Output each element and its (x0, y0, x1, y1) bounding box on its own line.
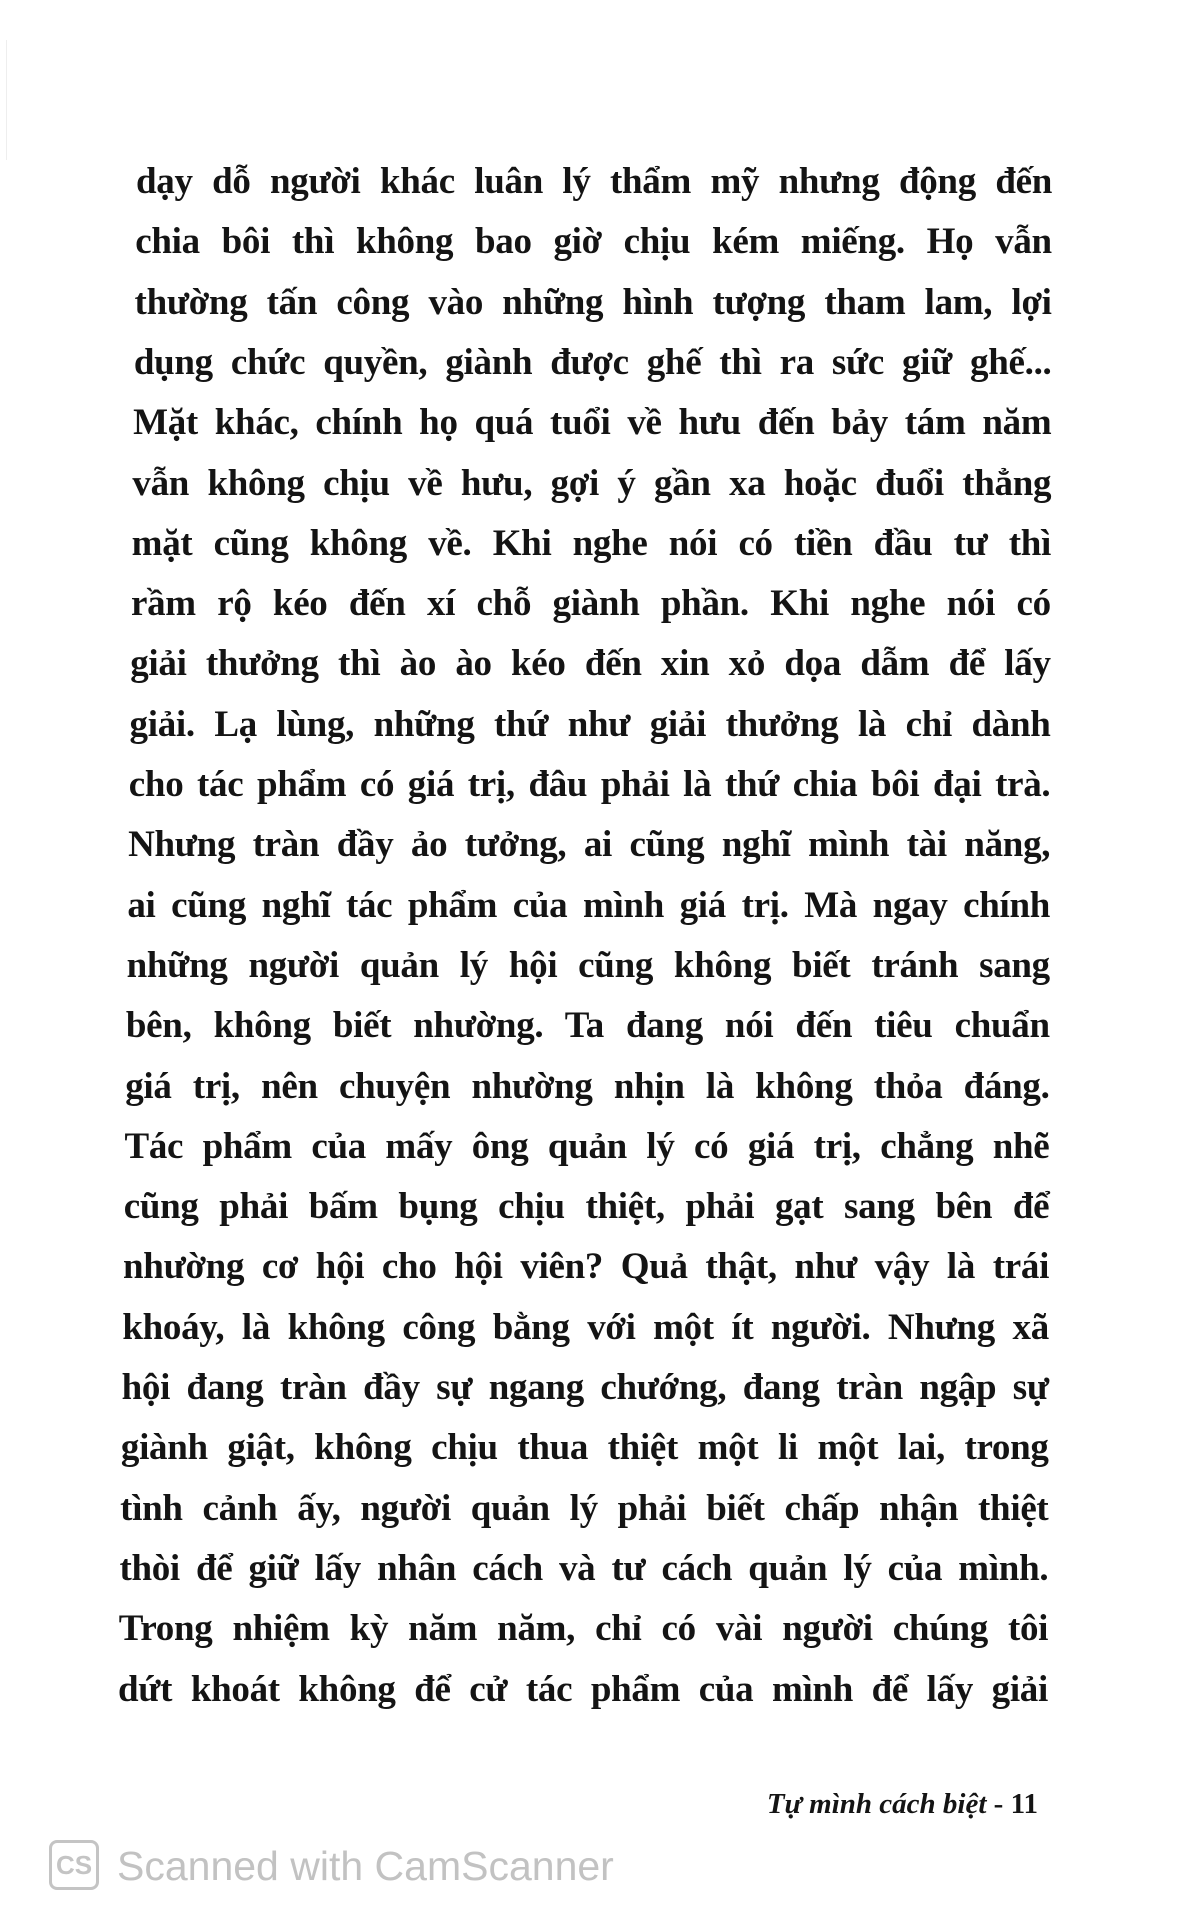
text-line: cho tác phẩm có giá trị, đâu phải là thứ chia bôi đại trà. (128, 764, 1051, 805)
text-line: Trong nhiệm kỳ năm năm, chỉ có vài người chúng tôi (118, 1608, 1049, 1650)
text-line: dụng chức quyền, giành được ghế thì ra sức giữ ghế... (133, 341, 1052, 383)
text-line: mặt cũng không về. Khi nghe nói có tiền đầu tư thì (131, 522, 1052, 564)
text-line: dứt khoát không để cử tác phẩm của mình để lấy giải (118, 1668, 1048, 1710)
text-line: giải. Lạ lùng, những thứ như giải thưởng là chỉ dành (129, 703, 1051, 745)
page-edge-mark (6, 40, 7, 160)
text-line: chia bôi thì không bao giờ chịu kém miếng. Họ vẫn (135, 221, 1052, 263)
page-number: 11 (1010, 1788, 1038, 1820)
running-title: Tự mình cách biệt (766, 1788, 987, 1820)
text-line: giải thưởng thì ào ào kéo đến xin xỏ dọa dẫm để lấy (130, 643, 1051, 685)
text-line: nhường cơ hội cho hội viên? Quả thật, như vậy là trái (123, 1246, 1050, 1288)
text-line: vẫn không chịu về hưu, gợi ý gần xa hoặc đuổi thẳng (132, 462, 1052, 504)
text-line: giá trị, nên chuyện nhường nhịn là không thỏa đáng. (125, 1065, 1050, 1107)
text-line: những người quản lý hội cũng không biết tránh sang (126, 944, 1050, 986)
text-line: bên, không biết nhường. Ta đang nói đến tiêu chuẩn (125, 1005, 1050, 1047)
text-line: tình cảnh ấy, người quản lý phải biết chấp nhận thiệt (120, 1487, 1049, 1529)
text-line: ai cũng nghĩ tác phẩm của mình giá trị. Mà ngay chính (127, 884, 1051, 926)
text-line: Mặt khác, chính họ quá tuổi về hưu đến bảy tám năm (133, 402, 1052, 444)
text-line: thường tấn công vào những hình tượng tham lam, lợi (134, 281, 1052, 323)
text-line: Tác phẩm của mấy ông quản lý có giá trị, chẳng nhẽ (124, 1125, 1050, 1167)
text-line: dạy dỗ người khác luân lý thẩm mỹ nhưng động đến (136, 161, 1052, 202)
text-line: hội đang tràn đầy sự ngang chướng, đang tràn ngập sự (121, 1367, 1049, 1408)
text-line: khoáy, là không công bằng với một ít người. Nhưng xã (122, 1306, 1049, 1348)
page-footer (767, 1788, 1038, 1821)
text-line: Nhưng tràn đầy ảo tưởng, ai cũng nghĩ mình tài năng, (128, 824, 1051, 866)
text-line: rầm rộ kéo đến xí chỗ giành phần. Khi nghe nói có (130, 583, 1051, 625)
camscanner-watermark: Scanned with CamScanner (117, 1843, 614, 1889)
text-line: giành giật, không chịu thua thiệt một li một lai, trong (120, 1427, 1049, 1469)
text-line: thòi để giữ lấy nhân cách và tư cách quản lý của mình. (119, 1547, 1049, 1589)
text-line: cũng phải bấm bụng chịu thiệt, phải gạt sang bên để (123, 1186, 1050, 1228)
camscanner-logo-icon: CS (49, 1840, 99, 1890)
footer-separator: - (986, 1788, 1011, 1820)
